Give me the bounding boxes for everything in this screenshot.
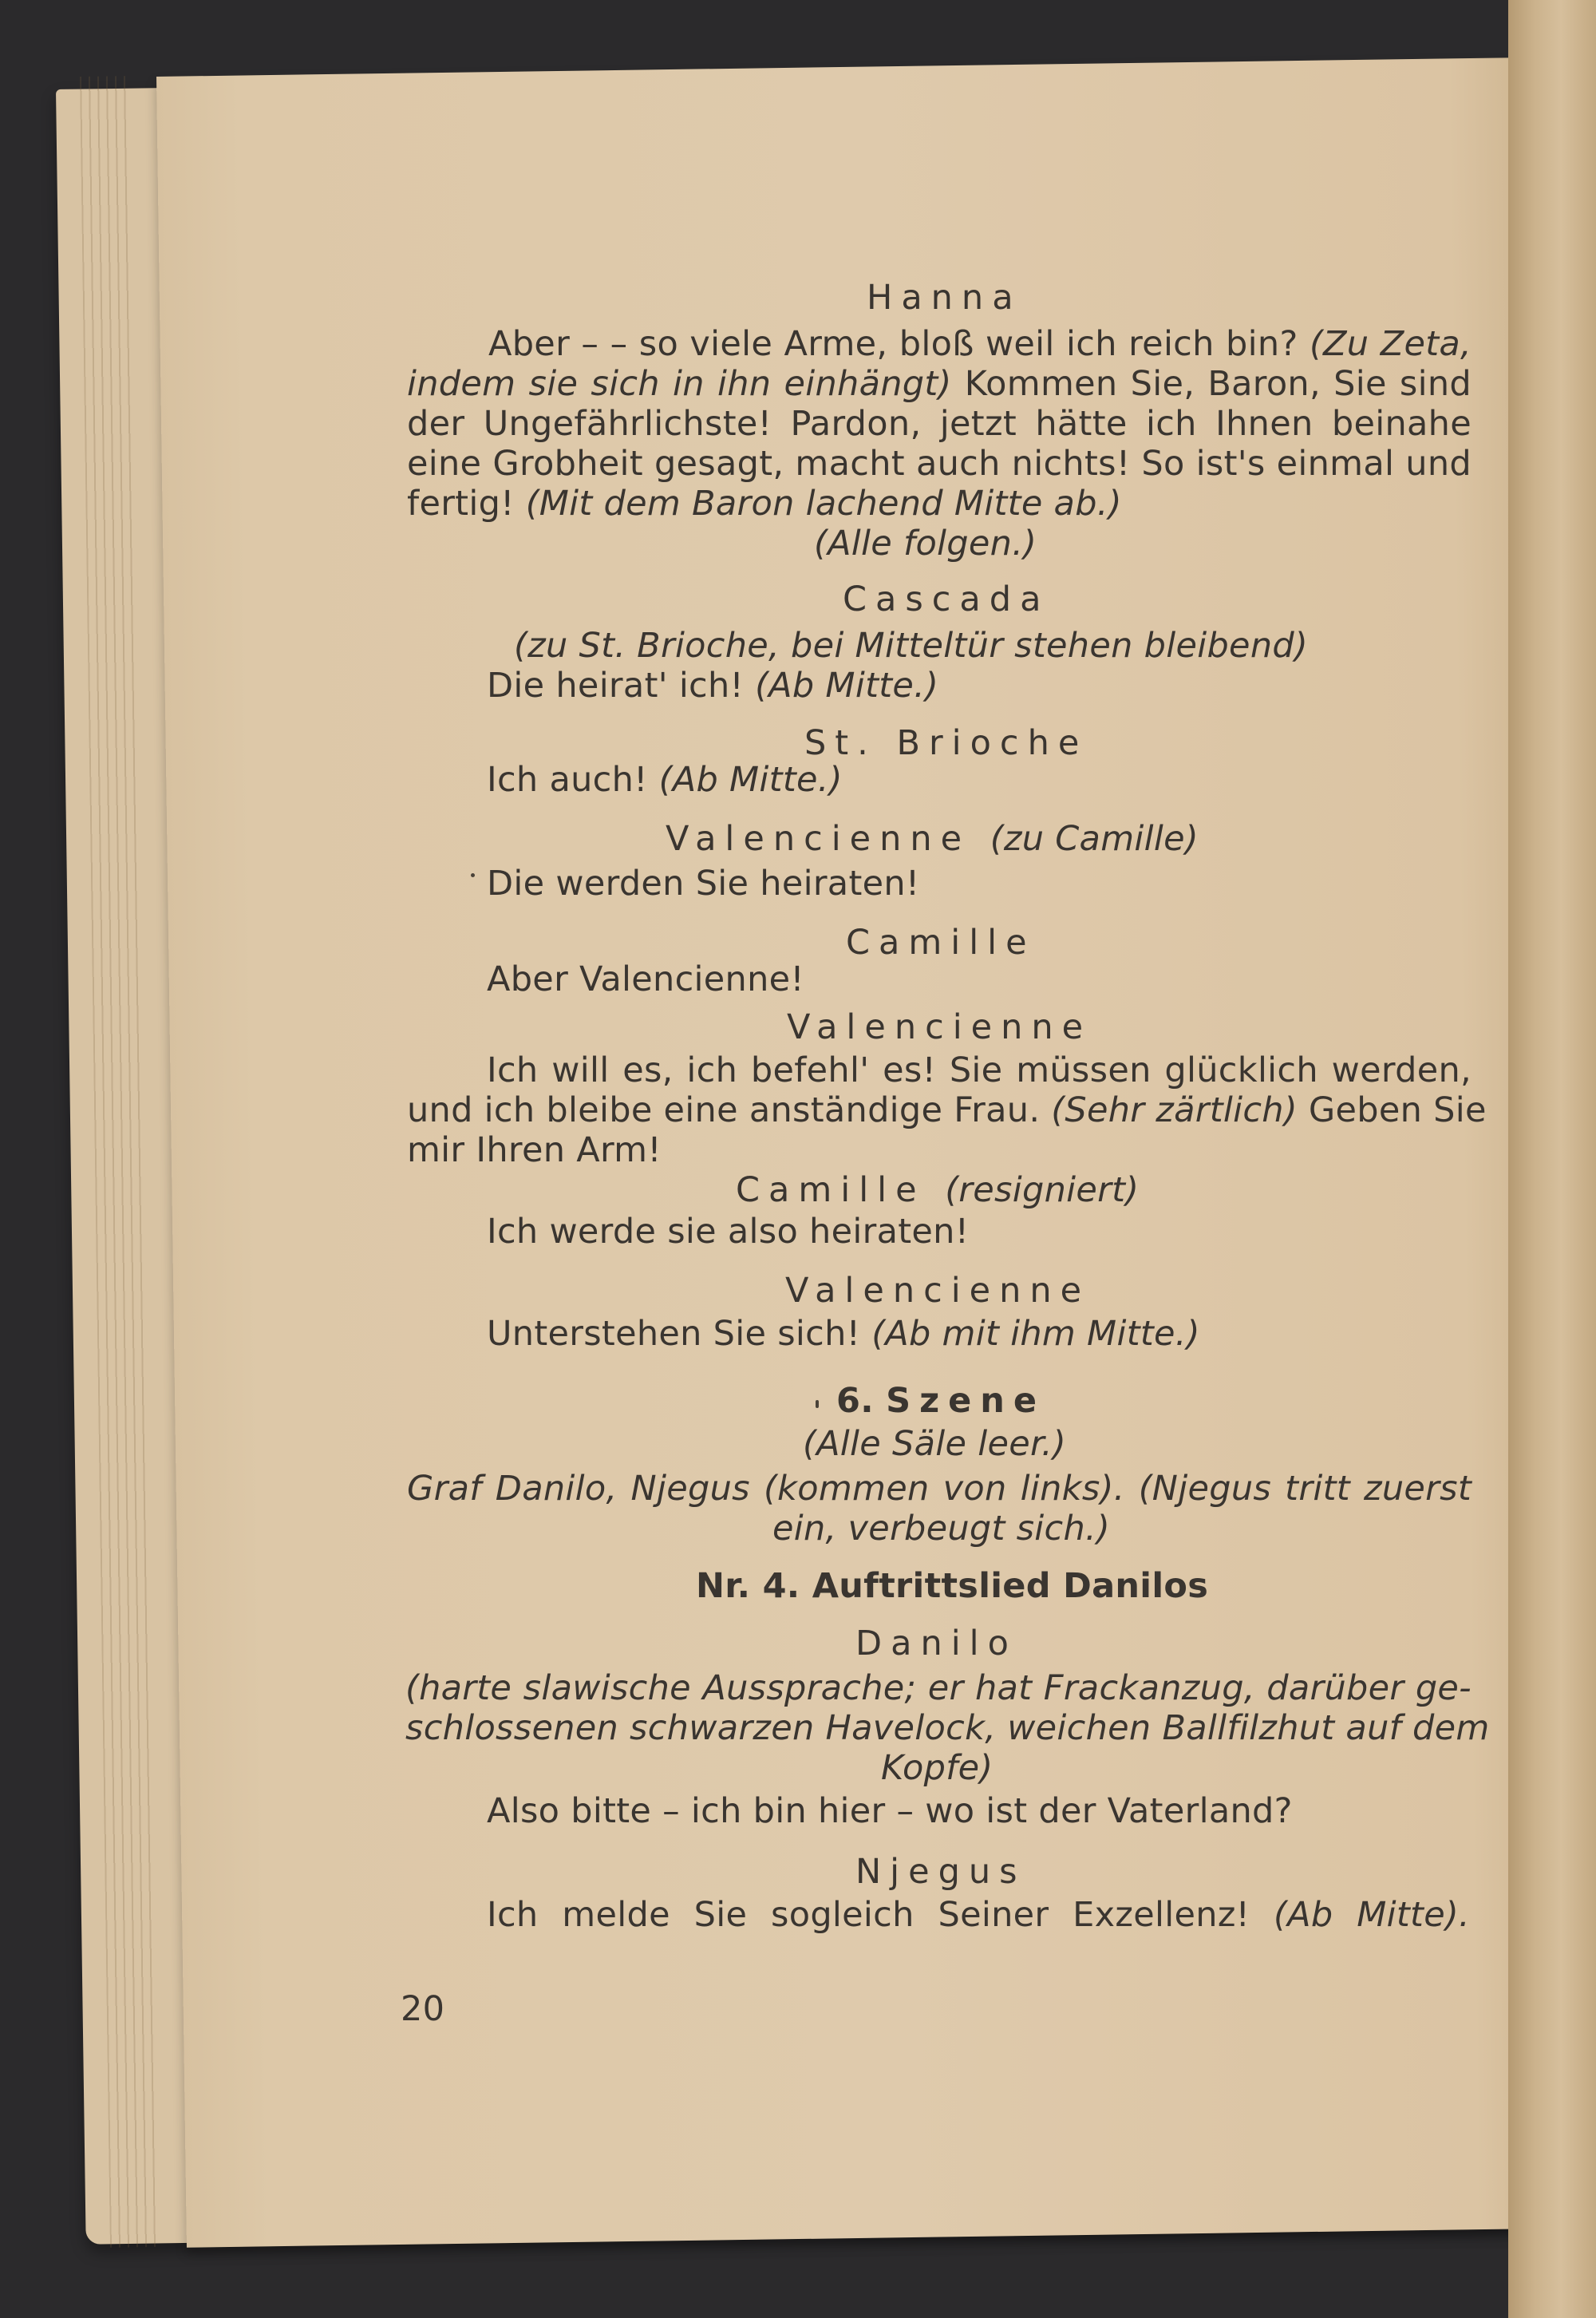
speaker-danilo: Danilo [855,1624,1017,1663]
speaker-valencienne: Valencienne [785,1271,1091,1311]
text-line: Ich auch! (Ab Mitte.) [487,760,843,800]
print-speck [816,1400,819,1408]
text-line: der Ungefährlichste! Pardon, jetzt hätte ich Ihnen beinahe [407,404,1472,444]
text-line: Unterstehen Sie sich! (Ab mit ihm Mitte.) [487,1314,1200,1354]
speaker-njegus: Njegus [855,1852,1026,1892]
text-line: Die werden Sie heiraten! [487,864,920,904]
stage-direction: Graf Danilo, Njegus (kommen von links). (Njegus tritt zuerst [407,1469,1472,1509]
stage-direction: (harte slawische Aussprache; er hat Frackanzug, darüber ge- [405,1668,1472,1708]
print-speck [471,873,475,877]
text-line: fertig! (Mit dem Baron lachend Mitte ab.) [407,484,1122,524]
text-line: Die heirat' ich! (Ab Mitte.) [487,666,939,706]
speaker-cascada: Cascada [843,580,1050,619]
stage-direction: Kopfe) [881,1748,994,1788]
stage-direction: (Alle folgen.) [814,524,1037,564]
stage-direction: (zu St. Brioche, bei Mitteltür stehen bleibend) [514,626,1309,666]
stage-direction: ein, verbeugt sich.) [772,1509,1111,1549]
text-line: Ich will es, ich befehl' es! Sie müssen glücklich werden, [487,1050,1472,1090]
text-line: Ich werde sie also heiraten! [487,1212,970,1252]
stage-direction: (Alle Säle leer.) [803,1424,1067,1464]
musical-number-title: Nr. 4. Auftrittslied Danilos [696,1566,1209,1606]
text-line: Aber – – so viele Arme, bloß weil ich reich bin? (Zu Zeta, [488,324,1472,364]
speaker-camille: Camille [846,923,1036,963]
text-line: indem sie sich in ihn einhängt) Kommen Sie, Baron, Sie sind [407,364,1472,404]
stage-direction: schlossenen schwarzen Havelock, weichen Ballfilzhut auf dem [405,1708,1490,1748]
speaker-hanna: Hanna [867,278,1022,318]
page-number: 20 [401,1989,445,2029]
speaker-st-brioche: St. Brioche [804,723,1088,763]
text-line: Aber Valencienne! [487,959,804,999]
speaker-valencienne: Valencienne (zu Camille) [666,819,1199,859]
text-line: Also bitte – ich bin hier – wo ist der Vaterland? [487,1791,1293,1831]
speaker-camille: Camille (resigniert) [736,1170,1140,1210]
scene-heading: 6. Szene [836,1381,1046,1421]
text-line: Ich melde Sie sogleich Seiner Exzellenz! (Ab Mitte). [487,1895,1470,1935]
speaker-valencienne: Valencienne [787,1007,1092,1047]
text-line: und ich bleibe eine anständige Frau. (Sehr zärtlich) Geben Sie [407,1090,1487,1130]
text-line: eine Grobheit gesagt, macht auch nichts! So ist's einmal und [407,444,1472,484]
text-line: mir Ihren Arm! [407,1130,662,1170]
